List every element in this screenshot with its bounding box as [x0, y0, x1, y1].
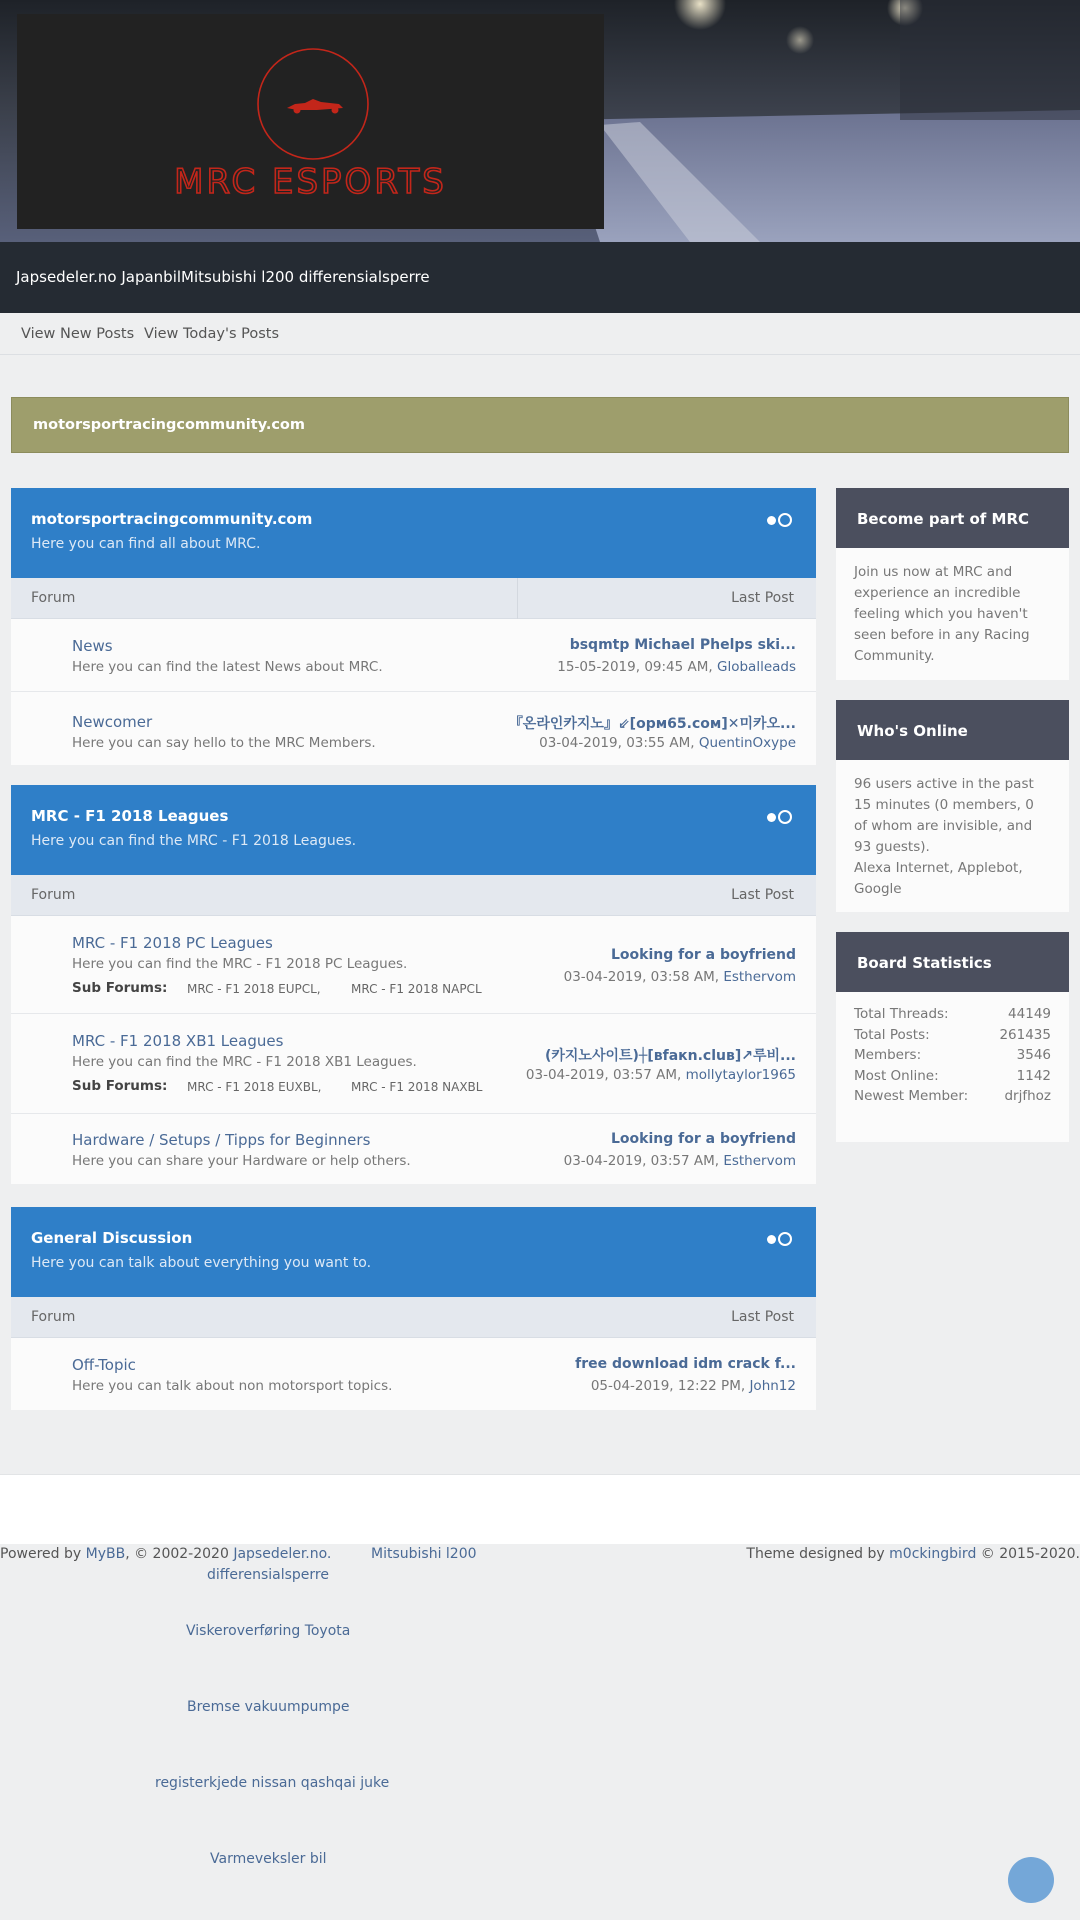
- last-post-date: 03-04-2019, 03:55 AM,: [539, 735, 695, 751]
- last-post-title[interactable]: (카지노사이트)┼[вfaкn.cluв]↗루비...: [544, 1048, 796, 1064]
- last-post-user[interactable]: mollytaylor1965: [685, 1067, 796, 1083]
- forum-row: [11, 692, 816, 765]
- last-post-date: 03-04-2019, 03:57 AM,: [563, 1153, 720, 1169]
- sidebar-whos-online: [836, 700, 1069, 912]
- footer-powered: Powered by MyBB, © 2002-2020 Japsedeler.no.: [0, 1546, 332, 1562]
- forum-row: [11, 1014, 816, 1114]
- column-header: [11, 578, 816, 619]
- category-header: [11, 785, 816, 875]
- category-f1-2018-leagues: [11, 785, 816, 1184]
- sidebar-title: Board Statistics: [857, 954, 992, 972]
- sub-forum-link[interactable]: MRC - F1 2018 EUPCL,: [187, 982, 321, 996]
- last-post-meta: [591, 1378, 796, 1394]
- forum-row: [11, 1338, 816, 1410]
- sidebar-title[interactable]: Who's Online: [857, 722, 968, 740]
- last-post-meta: [557, 659, 796, 675]
- online-bots: Alexa Internet, Applebot, Google: [854, 860, 1023, 897]
- column-header: [11, 875, 816, 916]
- last-post-date: 03-04-2019, 03:57 AM,: [525, 1067, 682, 1083]
- column-last-post: Last Post: [731, 887, 794, 903]
- collapse-toggle-icon[interactable]: [767, 513, 793, 527]
- sub-forum-link[interactable]: MRC - F1 2018 EUXBL,: [187, 1080, 322, 1094]
- category-title[interactable]: MRC - F1 2018 Leagues: [31, 807, 229, 825]
- forum-description: Here you can say hello to the MRC Members.: [72, 735, 376, 751]
- forum-description: Here you can find the MRC - F1 2018 PC Leagues.: [72, 956, 408, 972]
- last-post-title[interactable]: Looking for a boyfriend: [611, 947, 796, 963]
- footer-link-differensialsperre[interactable]: differensialsperre: [207, 1567, 329, 1583]
- nav-view-todays-posts[interactable]: View Today's Posts: [144, 326, 279, 342]
- forum-link-newcomer[interactable]: Newcomer: [72, 713, 153, 731]
- nav-view-new-posts[interactable]: View New Posts: [21, 326, 135, 342]
- last-post-date: 15-05-2019, 09:45 AM,: [557, 659, 713, 675]
- column-header: [11, 1297, 816, 1338]
- footer-link-mitsubishi[interactable]: Mitsubishi l200: [371, 1546, 477, 1562]
- sidebar-header: [836, 932, 1069, 992]
- footer-link-varmeveksler[interactable]: Varmeveksler bil: [210, 1851, 327, 1867]
- online-body: [836, 760, 1069, 912]
- forum-row: [11, 619, 816, 692]
- last-post-meta: [539, 735, 796, 751]
- brand-bar: [0, 242, 1080, 313]
- stat-newest-member: Newest Member: drjfhoz: [854, 1086, 1051, 1107]
- forum-link-off-topic[interactable]: Off-Topic: [72, 1356, 136, 1374]
- online-summary: 96 users active in the past 15 minutes (0 members, 0 of whom are invisible, and 93 guests).: [854, 776, 1034, 855]
- column-forum: Forum: [31, 590, 76, 606]
- site-footer: [0, 1544, 1080, 1920]
- back-to-top-button[interactable]: [1008, 1857, 1054, 1903]
- stat-most-online: Most Online: 1142: [854, 1067, 1051, 1084]
- category-general-discussion: [11, 1207, 816, 1410]
- last-post-user[interactable]: QuentinOxype: [698, 735, 796, 751]
- nav-bar: [0, 313, 1080, 355]
- last-post-date: 03-04-2019, 03:58 AM,: [563, 969, 720, 985]
- mybb-link[interactable]: MyBB: [85, 1546, 126, 1562]
- last-post-title[interactable]: free download idm crack f...: [575, 1356, 796, 1372]
- category-description: Here you can talk about everything you want to.: [31, 1255, 372, 1271]
- last-post-meta: [564, 969, 796, 985]
- footer-spacer: [0, 1474, 1080, 1544]
- last-post-title[interactable]: bsqmtp Michael Phelps ski...: [569, 637, 796, 653]
- category-header: [11, 488, 816, 578]
- last-post-title[interactable]: 『온라인카지노』⇙[opм65.coм]✕미카오...: [508, 716, 796, 732]
- last-post-user[interactable]: John12: [749, 1378, 796, 1394]
- sidebar-header: [836, 700, 1069, 760]
- forum-description: Here you can share your Hardware or help others.: [72, 1153, 411, 1169]
- collapse-toggle-icon[interactable]: [767, 810, 793, 824]
- sub-forum-link[interactable]: MRC - F1 2018 NAPCL: [351, 982, 482, 996]
- column-forum: Forum: [31, 887, 76, 903]
- stats-body: [836, 992, 1069, 1142]
- category-mrc: [11, 488, 816, 765]
- brand-bar-text: Japsedeler.no JapanbilMitsubishi l200 differensialsperre: [16, 268, 430, 286]
- footer-link-registerkjede[interactable]: registerkjede nissan qashqai juke: [155, 1775, 390, 1791]
- category-description: Here you can find the MRC - F1 2018 Leagues.: [31, 833, 357, 849]
- last-post-user[interactable]: Globalleads: [717, 659, 796, 675]
- collapse-toggle-icon[interactable]: [767, 1232, 793, 1246]
- last-post-meta: [564, 1153, 796, 1169]
- sidebar-header: [836, 488, 1069, 548]
- newest-member-link[interactable]: drjfhoz: [1004, 1088, 1051, 1104]
- theme-author-link[interactable]: m0ckingbird: [889, 1546, 977, 1562]
- last-post-user[interactable]: Esthervom: [723, 969, 796, 985]
- forum-row: [11, 916, 816, 1014]
- forum-row: [11, 1114, 816, 1184]
- forum-link-xb1-leagues[interactable]: MRC - F1 2018 XB1 Leagues: [72, 1032, 284, 1050]
- column-forum: Forum: [31, 1309, 76, 1325]
- stat-total-threads: Total Threads: 44149: [854, 1006, 1051, 1022]
- sidebar-board-statistics: [836, 932, 1069, 1142]
- forum-description: Here you can find the MRC - F1 2018 XB1 Leagues.: [72, 1054, 417, 1070]
- forum-link-pc-leagues[interactable]: MRC - F1 2018 PC Leagues: [72, 934, 273, 952]
- category-header: [11, 1207, 816, 1297]
- last-post-meta: [526, 1067, 796, 1083]
- sub-forum-link[interactable]: MRC - F1 2018 NAXBL: [351, 1080, 483, 1094]
- sidebar-join: [836, 488, 1069, 680]
- last-post-user[interactable]: Esthervom: [723, 1153, 796, 1169]
- forum-link-hardware[interactable]: Hardware / Setups / Tipps for Beginners: [72, 1131, 371, 1149]
- footer-theme-credit: Theme designed by m0ckingbird © 2015-2020.: [746, 1546, 1080, 1562]
- site-logo[interactable]: [17, 14, 604, 229]
- announcement-text: motorsportracingcommunity.com: [33, 417, 305, 433]
- footer-link-japsedeler[interactable]: Japsedeler.no.: [233, 1546, 332, 1562]
- column-last-post: Last Post: [731, 1309, 794, 1325]
- forum-description: Here you can talk about non motorsport topics.: [72, 1378, 393, 1394]
- column-last-post: Last Post: [731, 590, 794, 606]
- sub-forums-label: Sub Forums:: [72, 1078, 168, 1094]
- category-title[interactable]: motorsportracingcommunity.com: [31, 510, 313, 528]
- last-post-date: 05-04-2019, 12:22 PM,: [590, 1378, 746, 1394]
- footer-link-viskeroverforing[interactable]: Viskeroverføring Toyota: [186, 1623, 351, 1639]
- announcement-banner: [11, 397, 1069, 453]
- forum-description: Here you can find the latest News about MRC.: [72, 659, 383, 675]
- sub-forums-label: Sub Forums:: [72, 980, 168, 996]
- join-text: Join us now at MRC and experience an incredible feeling which you haven't seen before in any Racing Community.: [854, 564, 1030, 664]
- sidebar-title: Become part of MRC: [857, 510, 1030, 528]
- stat-total-posts: Total Posts: 261435: [854, 1026, 1051, 1043]
- category-description: Here you can find all about MRC.: [31, 536, 261, 552]
- category-title[interactable]: General Discussion: [31, 1229, 193, 1247]
- footer-link-bremse[interactable]: Bremse vakuumpumpe: [187, 1699, 350, 1715]
- stat-members: Members: 3546: [854, 1047, 1051, 1063]
- site-header: [0, 0, 1080, 242]
- logo-text: MRC ESPORTS: [174, 162, 447, 202]
- forum-link-news[interactable]: News: [72, 637, 113, 655]
- last-post-title[interactable]: Looking for a boyfriend: [611, 1131, 796, 1147]
